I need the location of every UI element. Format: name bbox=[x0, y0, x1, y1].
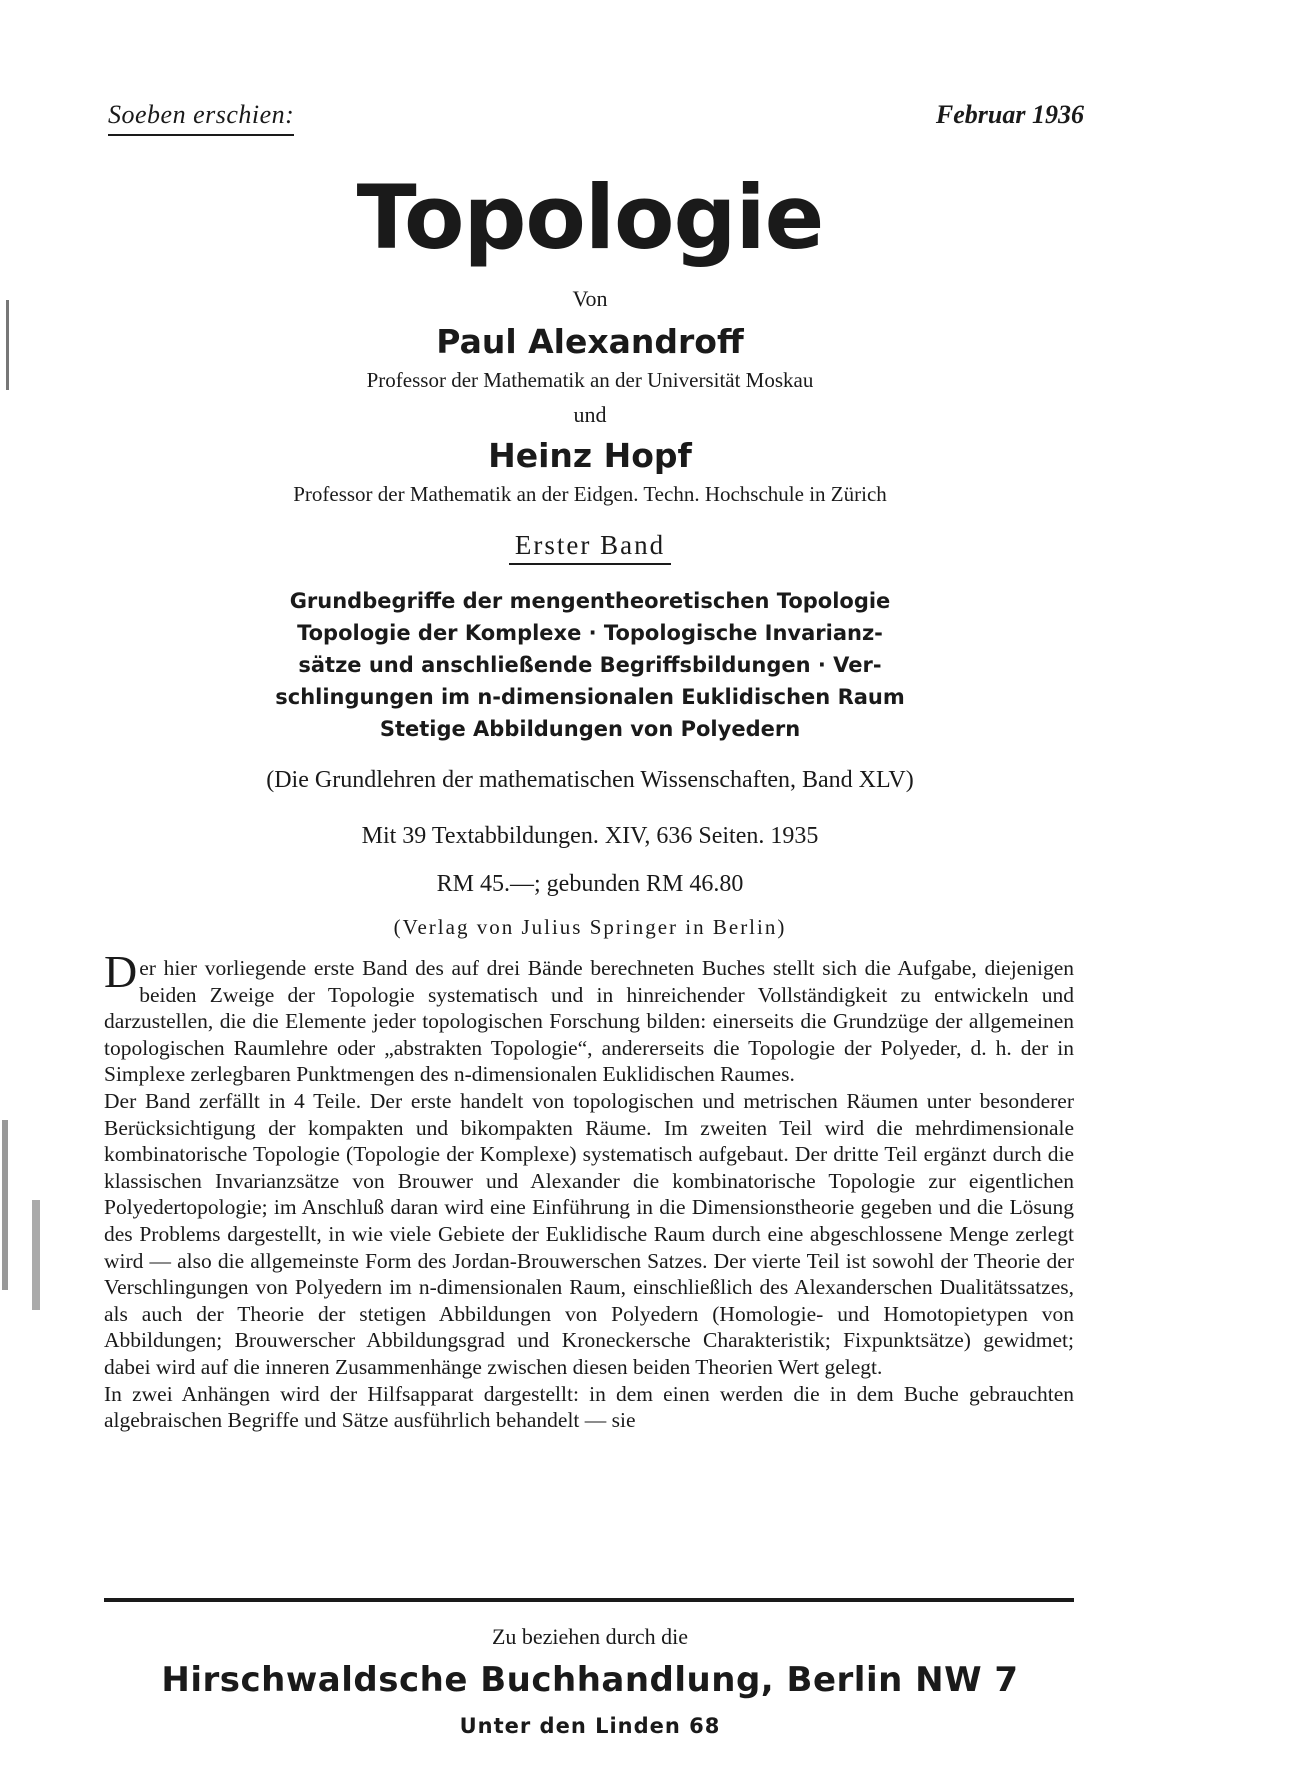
book-price: RM 45.—; gebunden RM 46.80 bbox=[436, 871, 744, 897]
author-affiliation-2: Professor der Mathematik an der Eidgen. Techn. Hochschule in Zürich bbox=[293, 482, 887, 506]
description-text bbox=[104, 946, 1074, 1434]
author-name-2: Heinz Hopf bbox=[488, 436, 692, 475]
author-name-1: Paul Alexandroff bbox=[436, 322, 744, 361]
contents-line: Topologie der Komplexe · Topologische Invarianz- bbox=[297, 621, 883, 645]
und-label: und bbox=[573, 402, 607, 427]
volume-heading bbox=[0, 530, 1180, 561]
paragraph-text: er hier vorliegende erste Band des auf drei Bände berechneten Buches stellt sich die Aufgabe, diejenigen beiden Zweige der Topologie systematisch und in hinreichender Vollständigkeit zu entwickeln und darzustellen, die die Elemente jeder topologischen Forschung bilden: einerseits die Grundzüge der allgemeinen topologischen Raumlehre oder „abstrakten Topologie“, andererseits die Topologie der Polyeder, d. h. der in Simplexe zerlegbaren Punktmengen des n-dimensionalen Euklidischen Raumes. bbox=[104, 956, 1074, 1087]
footer-intro: Zu beziehen durch die bbox=[491, 1624, 689, 1649]
bookshop-name: Hirschwaldsche Buchhandlung, Berlin NW 7 bbox=[161, 1660, 1019, 1700]
contents-line: Grundbegriffe der mengentheoretischen Topologie bbox=[289, 589, 891, 613]
scan-artifact bbox=[32, 1200, 40, 1310]
announcement-label: Soeben erschien: bbox=[108, 100, 294, 136]
bookshop-address: Unter den Linden 68 bbox=[459, 1714, 721, 1738]
contents-line: schlingungen im n-dimensionalen Euklidischen Raum bbox=[275, 685, 905, 709]
contents-line: Stetige Abbildungen von Polyedern bbox=[379, 717, 801, 741]
contents-summary bbox=[190, 585, 990, 745]
drop-cap: D bbox=[104, 946, 138, 997]
von-label: Von bbox=[572, 286, 608, 311]
publisher-note: (Verlag von Julius Springer in Berlin) bbox=[393, 915, 787, 939]
divider-rule bbox=[104, 1598, 1074, 1602]
description-paragraph bbox=[104, 946, 1074, 1088]
author-affiliation-1: Professor der Mathematik an der Universität Moskau bbox=[366, 368, 814, 392]
book-details: Mit 39 Textabbildungen. XIV, 636 Seiten. 1935 bbox=[361, 823, 819, 849]
book-title: Topologie bbox=[356, 166, 824, 269]
description-paragraph: In zwei Anhängen wird der Hilfsapparat dargestellt: in dem einen werden die in dem Buche gebrauchten algebraischen Begriffe und Sätze ausführlich behandelt — sie bbox=[104, 1381, 1074, 1433]
contents-line: sätze und anschließende Begriffsbildungen · Ver- bbox=[298, 653, 882, 677]
scan-artifact bbox=[2, 1120, 8, 1290]
volume-label: Erster Band bbox=[509, 530, 671, 565]
publication-date: Februar 1936 bbox=[935, 100, 1084, 129]
description-paragraph: Der Band zerfällt in 4 Teile. Der erste handelt von topologischen und metrischen Räumen unter besonderer Berücksichtigung der kompakten und bikompakten Räume. Im zweiten Teil wird die mehrdimensionale kombinatorische Topologie (Topologie der Komplexe) systematisch aufgebaut. Der dritte Teil ergänzt durch die klassischen Invarianzsätze von Brouwer und Alexander die kombinatorische Topologie zur eigentlichen Polyedertopologie; im Anschluß daran wird eine Einführung in die Dimensionstheorie gegeben und die Lösung des Problems dargestellt, in wie viele Gebiete der Euklidische Raum durch eine abgeschlossene Menge zerlegt wird — also die allgemeinste Form des Jordan-Brouwerschen Satzes. Der vierte Teil ist sowohl der Theorie der Verschlingungen von Polyedern im n-dimensionalen Raum, einschließlich des Alexanderschen Dualitätssatzes, als auch der Theorie der stetigen Abbildungen von Polyedern (Homologie- und Homotopietypen von Abbildungen; Brouwerscher Abbildungsgrad und Kroneckersche Charakteristik; Fixpunktsätze) gewidmet; dabei wird auf die inneren Zusammenhänge zwischen diesen beiden Theorien Wert gelegt. bbox=[104, 1088, 1074, 1379]
series-note: (Die Grundlehren der mathematischen Wissenschaften, Band XLV) bbox=[266, 767, 914, 793]
